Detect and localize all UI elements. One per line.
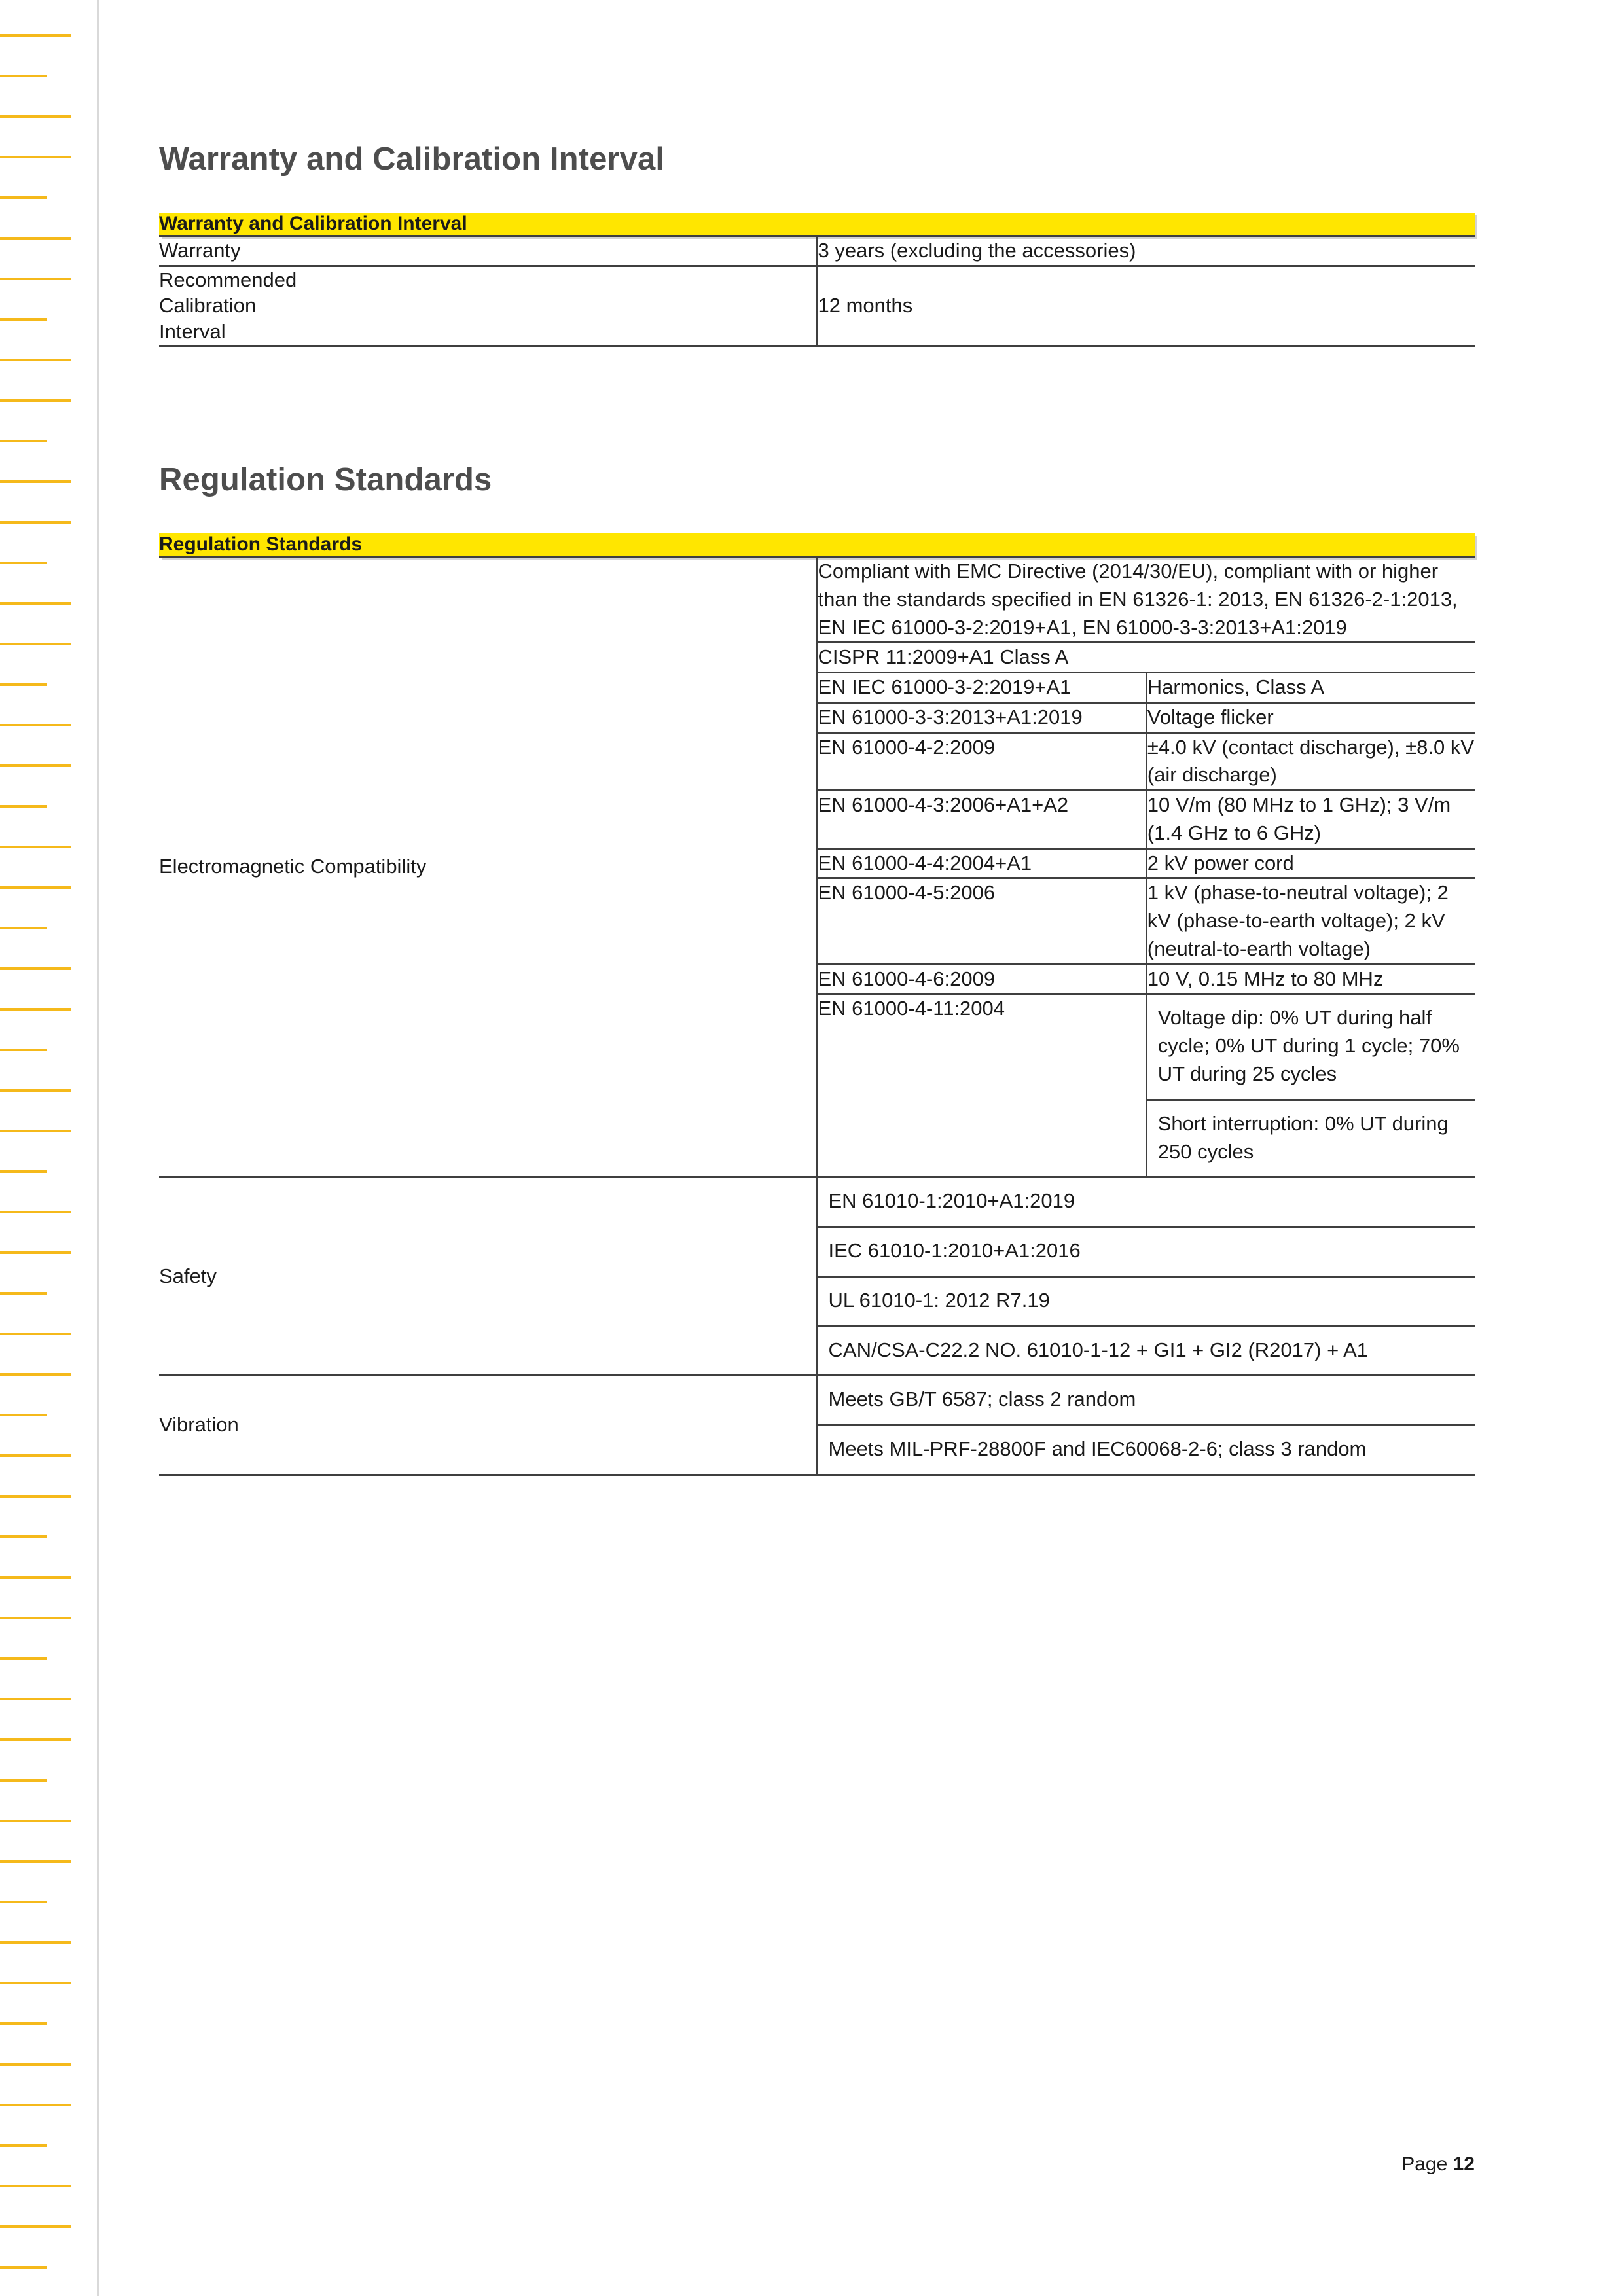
margin-rule — [0, 1049, 47, 1051]
emc-standard-row — [818, 848, 1475, 878]
margin-rule — [0, 1617, 71, 1619]
margin-rule — [0, 1089, 71, 1092]
row-label-vibration: Vibration — [159, 1376, 817, 1475]
row-label-warranty: Warranty — [159, 236, 817, 266]
emc-standard-row — [818, 732, 1475, 791]
margin-rule — [0, 846, 71, 848]
emc-standard-detail: Voltage flicker — [1146, 702, 1475, 732]
table-row-emc — [159, 557, 1475, 1177]
margin-rule — [0, 764, 71, 767]
margin-rule — [0, 1454, 71, 1457]
regulation-table-header: Regulation Standards — [159, 533, 1475, 557]
table-row — [159, 236, 1475, 266]
margin-rule — [0, 399, 71, 402]
margin-rule — [0, 886, 71, 889]
margin-rule — [0, 1698, 71, 1700]
margin-rule — [0, 1211, 71, 1213]
margin-rule — [0, 1251, 71, 1254]
emc-standard-name: EN 61000-4-11:2004 — [818, 997, 1005, 1020]
emc-cispr-text: CISPR 11:2009+A1 Class A — [818, 643, 1475, 673]
emc-standard-name: EN 61000-4-5:2006 — [818, 878, 1147, 964]
emc-standard-detail: 10 V/m (80 MHz to 1 GHz); 3 V/m (1.4 GHz to 6 GHz) — [1146, 791, 1475, 849]
margin-rule — [0, 643, 71, 645]
margin-rule — [0, 2022, 47, 2025]
margin-rule — [0, 1373, 71, 1376]
margin-rule — [0, 1008, 71, 1011]
table-row-vibration — [159, 1376, 1475, 1475]
margin-rule — [0, 1576, 71, 1579]
safety-detail-cell — [817, 1177, 1475, 1376]
margin-rule — [0, 967, 71, 970]
safety-line: EN 61010-1:2010+A1:2019 — [828, 1189, 1075, 1213]
page-footer-number: 12 — [1453, 2153, 1475, 2175]
emc-standard-detail: 1 kV (phase-to-neutral voltage); 2 kV (phase-to-earth voltage); 2 kV (neutral-to-earth voltage) — [1146, 878, 1475, 964]
table-header-row — [159, 533, 1475, 557]
emc-standard-row — [818, 964, 1475, 994]
safety-line: CAN/CSA-C22.2 NO. 61010-1-12 + GI1 + GI2 (R2017) + A1 — [818, 1325, 1475, 1375]
emc-standard-row — [818, 791, 1475, 849]
safety-line: IEC 61010-1:2010+A1:2016 — [818, 1226, 1475, 1276]
emc-standard-detail: ±4.0 kV (contact discharge), ±8.0 kV (air discharge) — [1146, 732, 1475, 791]
emc-cispr-row — [818, 643, 1475, 673]
emc-standard-row — [818, 702, 1475, 732]
margin-rule — [0, 440, 47, 442]
emc-standard-detail: Harmonics, Class A — [1146, 673, 1475, 703]
emc-standard-name: EN 61000-4-6:2009 — [818, 964, 1147, 994]
margin-rule — [0, 480, 71, 483]
margin-rule — [0, 562, 47, 564]
emc-standard-name: EN IEC 61000-3-2:2019+A1 — [818, 673, 1147, 703]
emc-standard-detail: 10 V, 0.15 MHz to 80 MHz — [1146, 964, 1475, 994]
page-footer — [1401, 2153, 1475, 2176]
margin-rule — [0, 1414, 47, 1416]
margin-rule — [0, 34, 71, 37]
margin-rule — [0, 237, 71, 240]
vibration-line: Meets MIL-PRF-28800F and IEC60068-2-6; class 3 random — [818, 1424, 1475, 1474]
vibration-detail-cell — [817, 1376, 1475, 1475]
margin-rule — [0, 75, 47, 77]
row-value-calibration-interval: 12 months — [817, 266, 1475, 346]
margin-rule — [0, 2225, 71, 2228]
page-title-regulation: Regulation Standards — [159, 462, 492, 497]
emc-standard-detail: 2 kV power cord — [1146, 848, 1475, 878]
regulation-standards-table — [159, 533, 1475, 1476]
emc-inner-table — [818, 558, 1475, 1176]
emc-standard-row — [818, 673, 1475, 703]
margin-rule — [0, 156, 71, 158]
margin-rule — [0, 927, 47, 929]
margin-rule — [0, 724, 71, 726]
margin-rule — [0, 683, 47, 686]
margin-rule — [0, 2104, 71, 2106]
margin-rule — [0, 2144, 47, 2147]
margin-rule — [0, 1130, 71, 1132]
margin-rule — [0, 1292, 47, 1295]
emc-standard-detail-line: Short interruption: 0% UT during 250 cycles — [1147, 1099, 1475, 1177]
margin-rule — [0, 1982, 71, 1984]
emc-standard-row — [818, 878, 1475, 964]
margin-rule — [0, 1941, 71, 1944]
emc-standard-detail-line: Voltage dip: 0% UT during half cycle; 0% UT during 1 cycle; 70% UT during 25 cycles — [1157, 1006, 1460, 1086]
emc-standard-row-last — [818, 994, 1475, 1176]
margin-rule — [0, 318, 47, 321]
emc-intro-text: Compliant with EMC Directive (2014/30/EU), compliant with or higher than the standards specified in EN 61326-1: 2013, EN 61326-2-1:2013, EN IEC 61000-3-2:2019+A1, EN 61000-3-3:2013+A1:2019 — [818, 558, 1475, 643]
margin-rule — [0, 2063, 71, 2066]
page-footer-label: Page — [1401, 2153, 1448, 2175]
margin-rule — [0, 2266, 47, 2269]
table-header-row — [159, 213, 1475, 236]
margin-rule — [0, 278, 71, 280]
margin-rule — [0, 1779, 47, 1782]
warranty-table — [159, 213, 1475, 347]
row-value-warranty: 3 years (excluding the accessories) — [817, 236, 1475, 266]
margin-rule — [0, 1535, 47, 1538]
emc-detail-cell — [817, 557, 1475, 1177]
page-title-warranty: Warranty and Calibration Interval — [159, 141, 665, 177]
safety-line: UL 61010-1: 2012 R7.19 — [818, 1276, 1475, 1325]
margin-rule — [0, 2185, 71, 2187]
margin-rule — [0, 115, 71, 118]
margin-rule — [0, 1657, 47, 1660]
margin-rule — [0, 359, 71, 361]
margin-rule — [0, 196, 47, 199]
margin-rule — [0, 602, 71, 605]
page-edge-line — [97, 0, 99, 2296]
emc-standard-detail-stack — [1146, 994, 1475, 1176]
margin-rule — [0, 805, 47, 808]
margin-rule — [0, 1333, 71, 1335]
table-row-safety — [159, 1177, 1475, 1376]
warranty-table-header: Warranty and Calibration Interval — [159, 213, 1475, 236]
margin-rule — [0, 1820, 71, 1822]
margin-rule — [0, 521, 71, 524]
margin-rule — [0, 1901, 47, 1903]
decorative-margin-rules — [0, 0, 97, 2296]
emc-standard-name: EN 61000-4-3:2006+A1+A2 — [818, 791, 1147, 849]
margin-rule — [0, 1495, 71, 1498]
row-label-calibration-interval: Recommended Calibration Interval — [159, 266, 817, 346]
emc-standard-name: EN 61000-4-4:2004+A1 — [818, 848, 1147, 878]
emc-standard-name: EN 61000-4-2:2009 — [818, 732, 1147, 791]
emc-intro-row — [818, 558, 1475, 643]
vibration-line: Meets GB/T 6587; class 2 random — [828, 1388, 1136, 1411]
margin-rule — [0, 1860, 71, 1863]
emc-standard-name: EN 61000-3-3:2013+A1:2019 — [818, 702, 1147, 732]
table-row — [159, 266, 1475, 346]
margin-rule — [0, 1738, 71, 1741]
row-label-safety: Safety — [159, 1177, 817, 1376]
row-label-emc: Electromagnetic Compatibility — [159, 557, 817, 1177]
margin-rule — [0, 1170, 47, 1173]
